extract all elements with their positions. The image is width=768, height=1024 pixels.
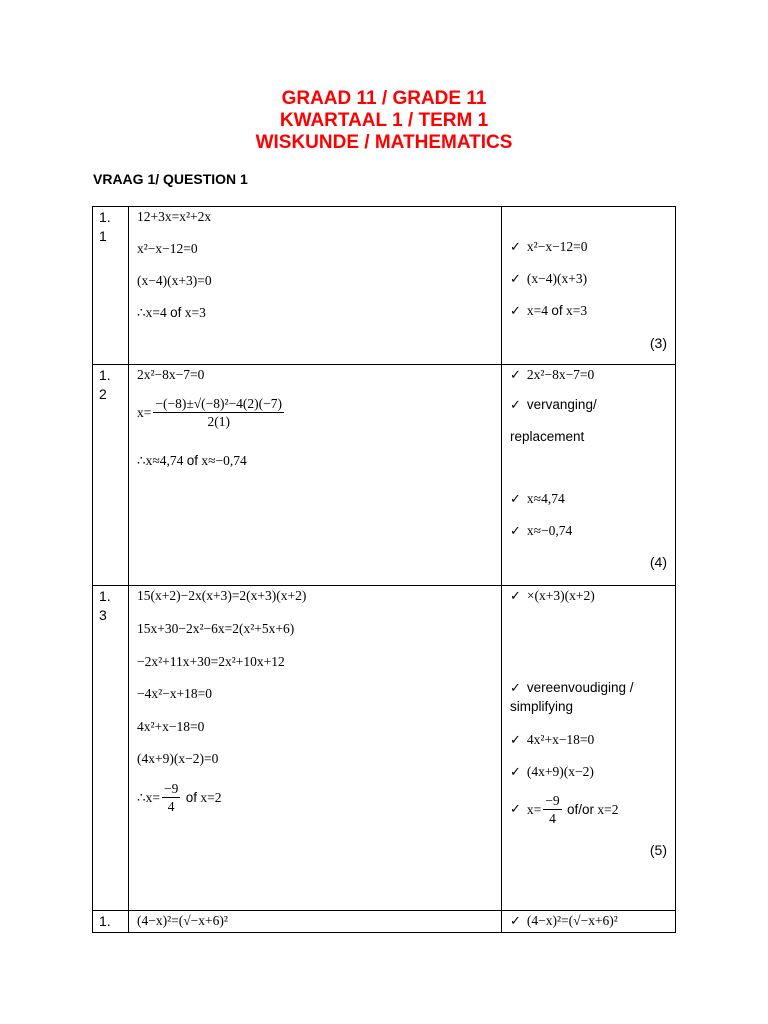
check-mark-icon: ✓	[510, 304, 521, 319]
marking-line: ✓ vervanging/	[510, 397, 597, 413]
working-line: ∴x= $\frac{-9}{4}$ of x=2	[137, 781, 222, 814]
document-title	[0, 88, 768, 154]
working-line: 15x+30−2x²−6x=2(x²+5x+6)	[137, 621, 295, 636]
working-line: (4x+9)(x−2)=0	[137, 751, 219, 766]
question-number: 1.	[99, 913, 111, 929]
marking-line: ✓ x=4 of x=3	[510, 303, 588, 319]
working-line: −4x²−x+18=0	[137, 686, 213, 701]
marking-cell	[502, 586, 676, 911]
table-row	[93, 207, 676, 365]
marking-line: ✓ x≈4,74	[510, 491, 565, 507]
working-cell	[129, 207, 502, 365]
memo-table	[92, 206, 676, 933]
working-line: ∴x=4 of x=3	[137, 305, 206, 320]
working-line: (x−4)(x+3)=0	[137, 273, 212, 288]
check-mark-icon: ✓	[510, 272, 521, 287]
check-mark-icon: ✓	[510, 240, 521, 255]
check-mark-icon: ✓	[510, 802, 521, 817]
check-mark-icon: ✓	[510, 398, 521, 413]
mark-total: (4)	[649, 554, 667, 570]
marking-line: ✓ x≈−0,74	[510, 523, 573, 539]
quadratic-formula: x= $\frac{\text{−(−8)±√(−8)²−4(2)(−7)}}{2(1)}$	[137, 396, 283, 429]
question-number: 1. 3	[99, 588, 111, 623]
working-cell	[129, 586, 502, 911]
marking-line: replacement	[510, 429, 585, 444]
question-number: 1. 2	[99, 367, 111, 402]
marking-line: ✓ ×(x+3)(x+2)	[510, 588, 595, 604]
question-number-cell	[93, 207, 129, 365]
title-grade: GRAAD 11 / GRADE 11	[281, 88, 487, 109]
check-mark-icon: ✓	[510, 765, 521, 780]
marking-line: ✓ 2x²−8x−7=0	[510, 367, 595, 383]
check-mark-icon: ✓	[510, 914, 521, 929]
check-mark-icon: ✓	[510, 733, 521, 748]
question-number-cell	[93, 586, 129, 911]
check-mark-icon: ✓	[510, 589, 521, 604]
working-line: −2x²+11x+30=2x²+10x+12	[137, 654, 285, 669]
table-row	[93, 365, 676, 586]
working-line: 15(x+2)−2x(x+3)=2(x+3)(x+2)	[137, 588, 307, 603]
check-mark-icon: ✓	[510, 492, 521, 507]
marking-line: simplifying	[510, 699, 574, 714]
table-row	[93, 586, 676, 911]
marking-cell	[502, 365, 676, 586]
title-term: KWARTAAL 1 / TERM 1	[279, 110, 489, 131]
marking-cell	[502, 911, 676, 933]
marking-cell	[502, 207, 676, 365]
mark-total: (5)	[649, 842, 667, 858]
working-cell	[129, 365, 502, 586]
working-line: 4x²+x−18=0	[137, 719, 205, 734]
title-subject: WISKUNDE / MATHEMATICS	[255, 132, 513, 153]
working-cell	[129, 911, 502, 933]
marking-line: ✓ (4x+9)(x−2)	[510, 764, 594, 780]
check-mark-icon: ✓	[510, 368, 521, 383]
question-number-cell	[93, 911, 129, 933]
marking-line: ✓ (x−4)(x+3)	[510, 271, 588, 287]
question-heading: VRAAG 1/ QUESTION 1	[93, 171, 248, 187]
mark-total: (3)	[649, 335, 667, 351]
check-mark-icon: ✓	[510, 681, 521, 696]
marking-line: ✓ x= $\frac{-9}{4}$ of/or x=2	[510, 793, 619, 826]
marking-line: ✓ vereenvoudiging /	[510, 680, 634, 696]
working-line: (4−x)²=(√−x+6)²	[137, 913, 228, 928]
question-number-cell	[93, 365, 129, 586]
working-line: 12+3x=x²+2x	[137, 209, 212, 224]
table-row	[93, 911, 676, 933]
marking-line: ✓ x²−x−12=0	[510, 239, 588, 255]
check-mark-icon: ✓	[510, 524, 521, 539]
working-line: ∴x≈4,74 of x≈−0,74	[137, 453, 247, 468]
marking-line: ✓ (4−x)²=(√−x+6)²	[510, 913, 618, 929]
working-line: x²−x−12=0	[137, 241, 198, 256]
question-number: 1. 1	[99, 209, 111, 244]
working-line: 2x²−8x−7=0	[137, 367, 205, 382]
marking-line: ✓ 4x²+x−18=0	[510, 732, 595, 748]
